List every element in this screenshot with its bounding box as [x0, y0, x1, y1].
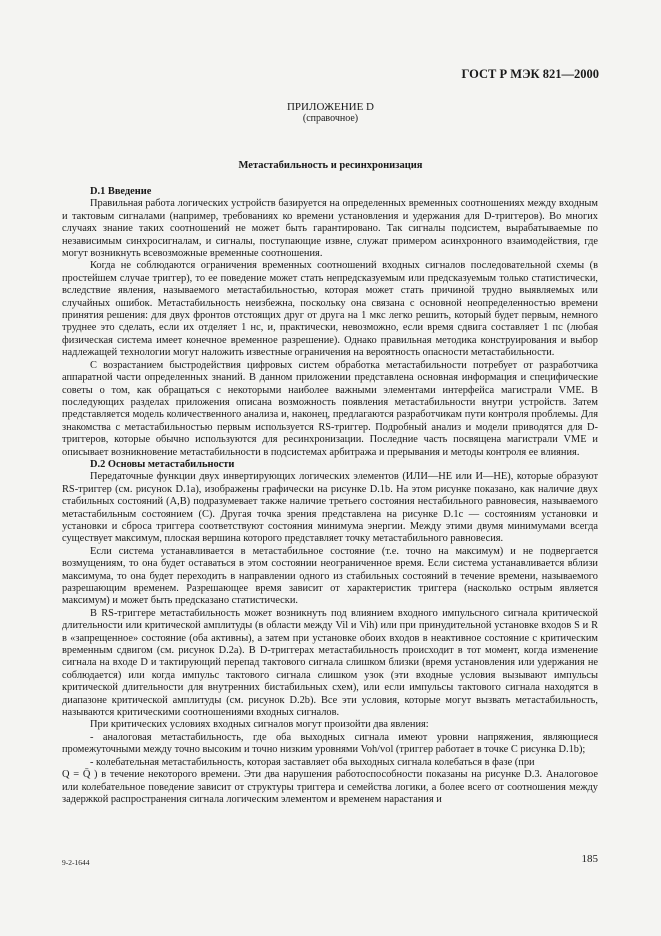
paragraph: Передаточные функции двух инвертирующих логических элементов (ИЛИ—НЕ или И—НЕ), которые образуют RS-триггер (см. рисунок D.1a), изображены графически на рисунке D.1b. На этом рисунке показано, как наличие двух стабильных состояний (A,B) подразумевает также наличие третьего состояния нестабильного равновесия, называемого метастабильным состоянием (C). Другая точка зрения представлена на рисунке D.1c — состояниям установки и установки и сброса триггера соответствуют состояния минимума энергии. Между этими двумя минимумами всегда существует максимум, плоская вершина которого представляет точку метастабильного равновесия. — [62, 471, 598, 545]
section-title: Метастабильность и ресинхронизация — [238, 160, 423, 171]
paragraph-continued: Q = Q̄ ) в течение некоторого времени. Эти два нарушения работоспособности показаны на рисунке D.3. Аналоговое или колебательное поведение зависит от структуры триггера и семейства логики, а более всего от соотношения между задержкой распространения сигнала логическим элементом и временем нарастания и — [62, 769, 598, 805]
standard-header: ГОСТ Р МЭК 821—2000 — [461, 67, 599, 81]
paragraph: Правильная работа логических устройств базируется на определенных временных соотношениях между входным и тактовым сигналами (например, требованиях ко времени установления и удержания для D-триггеров). Во многих случаях знание таких соотношений не может быть гарантировано. Так сигналы подсистем, вырабатываемые по независимым синхросигналам, и сигналы, поступающие извне, служат примером асинхронного взаимодействия, где могут возникнуть всевозможные временные соотношения. — [62, 198, 598, 260]
list-item: - аналоговая метастабильность, где оба выходных сигнала имеют уровни напряжения, являющиеся промежуточными между точно высоким и точно низким уровнями Voh/vol (триггер работает в точке C рисунка D.1b); — [62, 731, 598, 756]
paragraph: В RS-триггере метастабильность может возникнуть под влиянием входного импульсного сигнала критической длительности или критической амплитуды (в области между Vil и Vih) или при принудительной установке входов S и R в «запрещенное» состояние (оба активны), а затем при установке обоих входов в неактивное состояние с критическим временным сдвигом (см. рисунок D.2a). В D-триггерах метастабильность происходит в тот момент, когда изменение сигнала на входе D и тактирующий перепад тактового сигнала слишком близки (время установления или удержания не соблюдается) или когда импульс тактового сигнала слишком узок (эти входные условия вызывают импульсы критической длительности для внутренних бистабильных схем), или если импульсы тактового сигнала находятся в диапазоне критической амплитуды (см. рисунок D.2b). Все эти условия, которые могут вызвать метастабильность, называются критическими соотношениями входных сигналов. — [62, 607, 598, 719]
list-item: - колебательная метастабильность, которая заставляет оба выходных сигнала колебаться в фазе (при — [90, 756, 535, 768]
paragraph: С возрастанием быстродействия цифровых систем обработка метастабильности потребует от разработчика аппаратной части определенных знаний. В данном приложении представлена основная информация и специфические советы о том, как обращаться с некоторыми наиболее важными элементами интерфейса магистрали VME. В последующих разделах приложения описана возможность появления метастабильности внутри устройств. Затем представляется модель количественного анализа и, наконец, предлагаются разработчикам пути контроля проблемы. Для знакомства с метастабильностью первым используется RS-триггер. Подробный анализ и модели приводятся для D-триггеров, которые обычно используются для ресинхронизации. Последние часть посвящена магистрали VME и описывает возникновение метастабильности в подсистемах арбитража и прерывания и методы контроля ее влияния. — [62, 359, 598, 458]
body-text — [62, 186, 598, 806]
appendix-note: (справочное) — [302, 113, 359, 124]
paragraph: Если система устанавливается в метастабильное состояние (т.е. точно на максимум) и не подвергается возмущениям, то она будет оставаться в этом состоянии неограниченное время. Если система устанавливается вблизи максимума, то она будет переходить в направлении одного из стабильных состояний в течение времени, называемого разрешающим временем. Разрешающее время зависит от характеристик триггера (насколько острым является максимум) и может быть предсказано статистически. — [62, 545, 598, 607]
appendix-label: ПРИЛОЖЕНИЕ D — [286, 101, 374, 113]
print-code: 9-2-1644 — [62, 858, 90, 867]
page-number: 185 — [581, 853, 598, 865]
heading-d1: D.1 Введение — [90, 186, 152, 197]
heading-d2: D.2 Основы метастабильности — [90, 458, 235, 470]
paragraph: Когда не соблюдаются ограничения временных соотношений входных сигналов последовательной схемы (в простейшем случае триггер), то ее поведение может стать непредсказуемым или предсказуемым только статистически, вследствие явления, называемого метастабильностью, которая может стать причиной трудно выявляемых или случайных ошибок. Метастабильность неизбежна, поскольку она связана с основной неопределенностью времени принятия решения: для двух фронтов отстоящих друг от друга на 1 мкс легко решить, который будет первым, немного труднее это сделать, если их отделяет 1 нс, и, практически, невозможно, если время сдвига составляет 1 пс (любая физическая система имеет конечное временное разрешение). Однако правильная методика конструирования и выбор надлежащей технологии могут наложить известные ограничения на вероятность опасности метастабильности. — [62, 260, 598, 359]
paragraph: При критических условиях входных сигналов могут произойти два явления: — [90, 719, 429, 731]
